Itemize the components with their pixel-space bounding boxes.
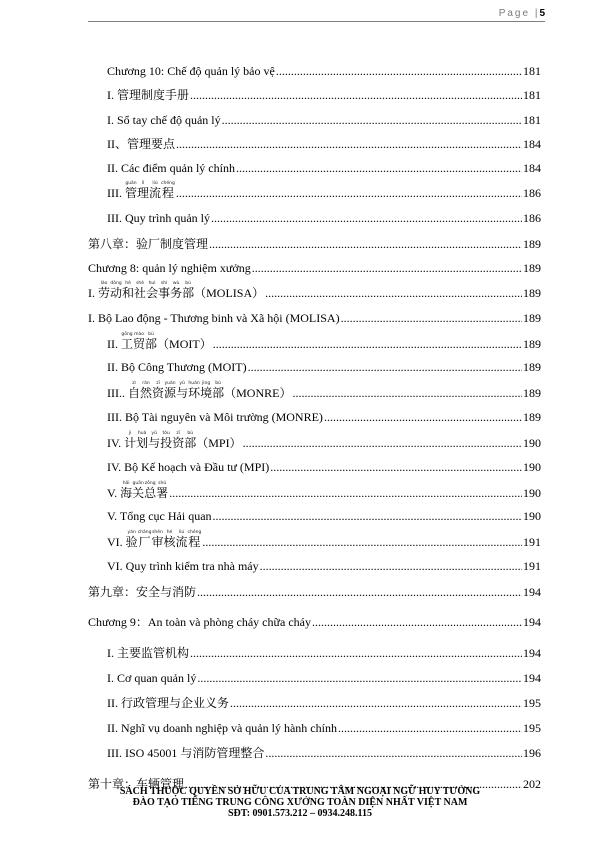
toc-page-number: 191	[523, 535, 541, 549]
pinyin-annotated-char: 社shè	[134, 281, 147, 300]
pinyin-annotated-char: 与yǔ	[176, 381, 189, 400]
pinyin-annotated-char: 资zī	[172, 431, 185, 450]
toc-page-number: 195	[523, 721, 541, 735]
toc-entry-title	[88, 311, 340, 325]
toc-entry-label: 第八章：验厂制度管理	[88, 237, 209, 251]
toc-entry-label: IV.	[107, 436, 125, 450]
toc-entry-title	[107, 161, 235, 175]
pinyin-annotated-char: 海hǎi	[120, 481, 133, 500]
pinyin-annotated-char: 验yàn	[125, 530, 138, 549]
dot-leader	[213, 337, 522, 351]
pinyin-annotated-char: 和hé	[122, 281, 135, 300]
toc-page-number: 181	[523, 64, 541, 78]
toc-entry-label: II. Các điểm quản lý chính	[107, 161, 235, 175]
dot-leader	[265, 746, 522, 760]
dot-leader	[202, 535, 522, 549]
toc-entry-label: III.	[107, 186, 125, 200]
toc-entry-title	[107, 431, 242, 450]
toc-page-number: 194	[523, 671, 541, 685]
pinyin-annotated-char: 部bù	[145, 332, 158, 351]
dot-leader	[236, 161, 522, 175]
toc-entry-title	[107, 696, 229, 710]
dot-leader	[209, 237, 522, 251]
toc-entry-title	[107, 113, 221, 127]
header-divider	[88, 21, 545, 22]
toc-entry[interactable]	[107, 740, 541, 760]
toc-entry-label: II. Bộ Công Thương (MOIT)	[107, 360, 247, 374]
pinyin-annotated-char: 关guān	[132, 481, 145, 500]
toc-entry[interactable]	[107, 380, 541, 400]
toc-entry-title	[107, 181, 175, 200]
pinyin-annotated-char: 流liú	[149, 181, 162, 200]
toc-entry-title	[107, 410, 323, 424]
toc-entry-label: II. 行政管理与企业义务	[107, 696, 229, 710]
toc-entry[interactable]	[107, 107, 541, 127]
toc-entry[interactable]	[88, 255, 541, 275]
toc-entry-label: II、管理要点	[107, 137, 175, 151]
pinyin-annotated-char: 投tóu	[160, 431, 173, 450]
dot-leader	[252, 261, 522, 275]
toc-entry-label: I.	[88, 286, 98, 300]
pinyin-annotated-char: 划huà	[136, 431, 149, 450]
toc-entry-label: I. Bộ Lao động - Thương binh và Xã hội (MOLISA)	[88, 311, 340, 325]
toc-entry-label: III. ISO 45001 与消防管理整合	[107, 746, 265, 760]
dot-leader	[197, 585, 522, 599]
dot-leader	[276, 64, 522, 78]
toc-entry-title	[107, 360, 247, 374]
toc-page-number: 181	[523, 88, 541, 102]
toc-page-number: 184	[523, 161, 541, 175]
pinyin-annotated-char: 务wù	[170, 281, 183, 300]
page-footer	[0, 786, 600, 819]
pinyin-annotated-char: 与yǔ	[148, 431, 161, 450]
toc-entry[interactable]	[107, 454, 541, 474]
toc-entry[interactable]	[107, 354, 541, 374]
pinyin-annotated-char: 工gōng	[121, 332, 134, 351]
toc-entry-title	[107, 211, 210, 225]
toc-entry-title	[88, 281, 264, 300]
toc-entry-title	[88, 261, 251, 275]
toc-entry[interactable]	[107, 480, 541, 500]
toc-entry[interactable]	[107, 155, 541, 175]
toc-entry-title	[107, 137, 175, 151]
toc-entry-label: III. Quy trình quản lý	[107, 211, 210, 225]
toc-page-number: 189	[523, 237, 541, 251]
toc-entry-abbreviation: （MOLISA）	[194, 286, 265, 300]
toc-entry[interactable]	[88, 231, 541, 251]
dot-leader	[324, 410, 522, 424]
toc-entry[interactable]	[107, 503, 541, 523]
toc-page-number: 186	[523, 186, 541, 200]
toc-entry-title	[107, 460, 269, 474]
toc-entry[interactable]	[88, 609, 541, 629]
toc-entry-title	[107, 509, 212, 523]
toc-entry-title	[88, 615, 311, 629]
pinyin-annotated-char: 然rán	[140, 381, 153, 400]
toc-entry[interactable]	[107, 690, 541, 710]
pinyin-annotated-char: 事shì	[158, 281, 171, 300]
toc-entry-title	[107, 559, 259, 573]
pinyin-annotated-char: 自zì	[128, 381, 141, 400]
toc-entry[interactable]	[107, 640, 541, 660]
toc-entry[interactable]	[107, 529, 541, 549]
toc-entry-title	[107, 746, 264, 760]
toc-page-number: 186	[523, 211, 541, 225]
toc-entry-label: V. Tổng cục Hải quan	[107, 509, 212, 523]
footer-phone: SĐT: 0901.573.212 – 0934.248.115	[228, 808, 372, 819]
toc-entry-label: II.	[107, 337, 121, 351]
toc-page-number: 190	[523, 486, 541, 500]
toc-entry[interactable]	[107, 205, 541, 225]
dot-leader	[197, 671, 522, 685]
toc-page-number: 202	[523, 777, 541, 791]
toc-entry-label: VI.	[107, 535, 126, 549]
toc-entry-title	[107, 481, 168, 500]
dot-leader	[176, 186, 522, 200]
toc-entry-label: I. Cơ quan quản lý	[107, 671, 197, 685]
pinyin-annotated-char: 流liú	[175, 530, 188, 549]
pinyin-annotated-char: 劳láo	[98, 281, 111, 300]
toc-entry-label: III..	[107, 386, 128, 400]
toc-page-number: 181	[523, 113, 541, 127]
toc-page-number: 194	[523, 615, 541, 629]
toc-page-number: 196	[523, 746, 541, 760]
toc-entry-label: I. Sổ tay chế độ quản lý	[107, 113, 221, 127]
dot-leader	[190, 88, 522, 102]
toc-entry-title	[107, 64, 275, 78]
dot-leader	[341, 311, 522, 325]
toc-entry-label: Chương 10: Chế độ quản lý bảo vệ	[107, 64, 275, 78]
toc-page-number: 194	[523, 646, 541, 660]
toc-entry-title	[107, 530, 201, 549]
dot-leader	[265, 286, 522, 300]
page-header	[0, 8, 545, 19]
toc-page-number: 184	[523, 137, 541, 151]
toc-entry[interactable]	[88, 280, 541, 300]
toc-entry-title	[107, 332, 212, 351]
pinyin-annotated-char: 程chéng	[161, 181, 175, 200]
dot-leader	[270, 460, 522, 474]
dot-leader	[230, 696, 522, 710]
toc-entry-title	[88, 585, 196, 599]
dot-leader	[312, 615, 522, 629]
toc-page-number: 189	[523, 410, 541, 424]
toc-entry-label: Chương 9：An toàn và phòng cháy chữa cháy	[88, 615, 311, 629]
toc-page-number: 189	[523, 386, 541, 400]
pinyin-annotated-char: 计jì	[124, 431, 137, 450]
toc-entry[interactable]	[107, 331, 541, 351]
toc-entry[interactable]	[107, 430, 541, 450]
dot-leader	[211, 211, 522, 225]
toc-entry-label: IV. Bộ Kế hoạch và Đầu tư (MPI)	[107, 460, 270, 474]
dot-leader	[260, 559, 522, 573]
footer-ownership: SÁCH THUỘC QUYỀN SỞ HỮU CỦA TRUNG TÂM NGOẠI NGỮ HUY TƯỞNG	[119, 786, 481, 797]
toc-entry-title	[107, 646, 189, 660]
pinyin-annotated-char: 资zī	[152, 381, 165, 400]
toc-entry-label: II. Nghĩ vụ doanh nghiệp và quản lý hành chính	[107, 721, 337, 735]
dot-leader	[213, 509, 522, 523]
toc-entry[interactable]	[88, 305, 541, 325]
toc-entry[interactable]	[88, 579, 541, 599]
toc-entry[interactable]	[107, 180, 541, 200]
pinyin-annotated-char: 程chéng	[187, 530, 202, 549]
pinyin-annotated-char: 总zǒng	[144, 481, 157, 500]
dot-leader	[248, 360, 522, 374]
pinyin-annotated-char: 部bù	[184, 431, 197, 450]
toc-entry-abbreviation: （MPI）	[196, 436, 242, 450]
dot-leader	[338, 721, 522, 735]
toc-page-number: 190	[523, 436, 541, 450]
toc-entry-label: I. 主要监管机构	[107, 646, 189, 660]
toc-page-number: 189	[523, 337, 541, 351]
toc-entry-label: V.	[107, 486, 121, 500]
toc-entry-label: I. 管理制度手册	[107, 88, 189, 102]
toc-entry-title	[107, 381, 291, 400]
pinyin-annotated-char: 理lǐ	[137, 181, 150, 200]
footer-tagline: ĐÀO TẠO TIẾNG TRUNG CÔNG XƯỞNG TOÀN DIỆN NHẤT VIỆT NAM	[132, 797, 468, 808]
toc-entry[interactable]	[107, 665, 541, 685]
pinyin-annotated-char: 贸mào	[133, 332, 146, 351]
pinyin-annotated-char: 厂chǎng	[137, 530, 152, 549]
toc-page-number: 190	[523, 460, 541, 474]
toc-entry-label: III. Bộ Tài nguyên và Môi trường (MONRE)	[107, 410, 323, 424]
toc-page-number: 194	[523, 585, 541, 599]
page-label: Page	[498, 8, 531, 19]
toc-entry-label: 第十章：车辆管理	[88, 777, 185, 791]
toc-entry-label: 第九章：安全与消防	[88, 585, 197, 599]
toc-page-number: 189	[523, 360, 541, 374]
page-separator: |	[534, 8, 540, 19]
pinyin-annotated-char: 动dòng	[110, 281, 123, 300]
dot-leader	[176, 137, 522, 151]
dot-leader	[190, 646, 522, 660]
pinyin-annotated-char: 会huì	[146, 281, 159, 300]
toc-entry-title	[107, 721, 337, 735]
toc-entry-label: VI. Quy trình kiểm tra nhà máy	[107, 559, 259, 573]
toc-entry[interactable]	[107, 553, 541, 573]
toc-page-number: 189	[523, 261, 541, 275]
pinyin-annotated-char: 部bù	[182, 281, 195, 300]
dot-leader	[243, 436, 522, 450]
toc-entry-abbreviation: （MOIT）	[157, 337, 212, 351]
pinyin-annotated-char: 署shǔ	[156, 481, 169, 500]
toc-entry-label: Chương 8: quản lý nghiệm xưởng	[88, 261, 251, 275]
dot-leader	[292, 386, 522, 400]
toc-page-number: 195	[523, 696, 541, 710]
pinyin-annotated-char: 核hé	[163, 530, 176, 549]
toc-entry-title	[107, 671, 196, 685]
toc-page-number: 190	[523, 509, 541, 523]
toc-entry[interactable]	[107, 82, 541, 102]
pinyin-annotated-char: 管guǎn	[125, 181, 138, 200]
pinyin-annotated-char: 环huán	[188, 381, 201, 400]
toc-page-number: 189	[523, 286, 541, 300]
pinyin-annotated-char: 源yuán	[164, 381, 177, 400]
pinyin-annotated-char: 审shěn	[151, 530, 164, 549]
toc-entry-title	[107, 88, 189, 102]
toc-entry-abbreviation: （MONRE）	[224, 386, 292, 400]
toc-entry[interactable]	[107, 131, 541, 151]
toc-page-number: 191	[523, 559, 541, 573]
dot-leader	[169, 486, 522, 500]
toc-entry[interactable]	[107, 715, 541, 735]
pinyin-annotated-char: 部bù	[212, 381, 225, 400]
pinyin-annotated-char: 境jìng	[200, 381, 213, 400]
toc-entry-title	[88, 237, 208, 251]
toc-entry[interactable]	[107, 404, 541, 424]
page-number: 5	[539, 8, 545, 19]
toc-page-number: 189	[523, 311, 541, 325]
dot-leader	[222, 113, 522, 127]
toc-entry[interactable]	[107, 58, 541, 78]
